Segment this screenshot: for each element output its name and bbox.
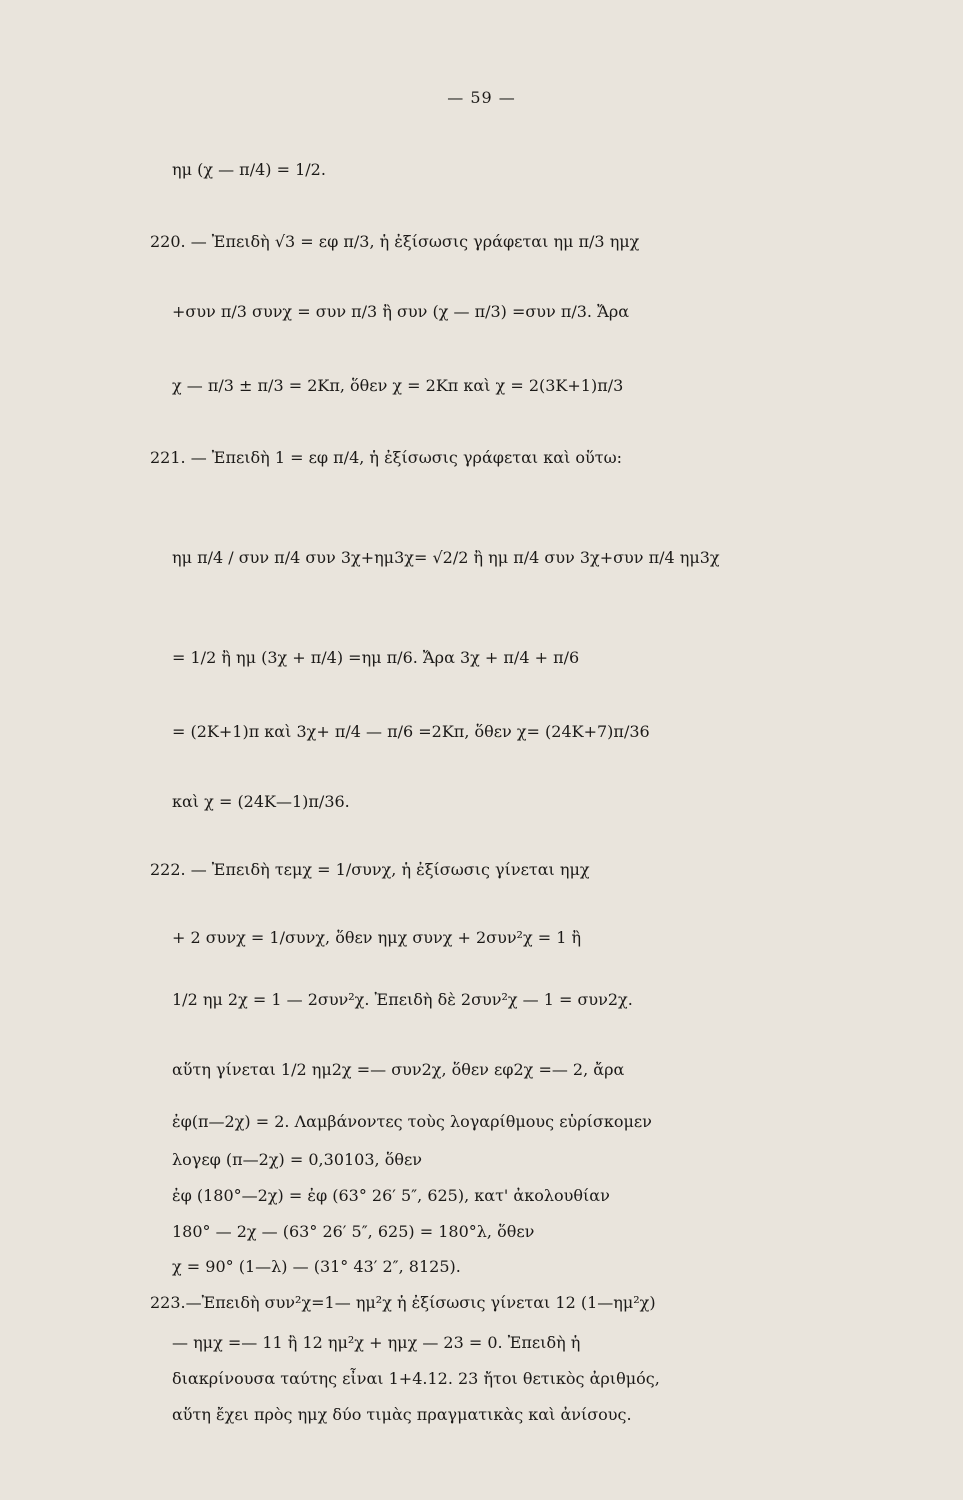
text-line: λογεφ (π—2χ) = 0,30103, ὅθεν — [172, 1150, 422, 1169]
text-line: — ημχ =— 11 ἢ 12 ημ²χ + ημχ — 23 = 0. Ἐπειδὴ ἡ — [172, 1333, 581, 1352]
text-line: ἐφ(π—2χ) = 2. Λαμβάνοντες τοὺς λογαρίθμους εὑρίσκομεν — [172, 1112, 652, 1131]
text-line: = (2Κ+1)π καὶ 3χ+ π/4 — π/6 =2Κπ, ὅθεν χ= (24Κ+7)π/36 — [172, 722, 650, 741]
text-line: χ — π/3 ± π/3 = 2Κπ, ὅθεν χ = 2Κπ καὶ χ = 2(3Κ+1)π/3 — [172, 376, 624, 395]
text-line: διακρίνουσα ταύτης εἶναι 1+4.12. 23 ἤτοι θετικὸς ἀριθμός, — [172, 1369, 660, 1388]
text-line: 1/2 ημ 2χ = 1 — 2συν²χ. Ἐπειδὴ δὲ 2συν²χ — 1 = συν2χ. — [172, 990, 633, 1009]
text-line: 221. — Ἐπειδὴ 1 = εφ π/4, ἡ ἐξίσωσις γράφεται καὶ οὕτω: — [150, 448, 623, 467]
text-line: = 1/2 ἢ ημ (3χ + π/4) =ημ π/6. Ἄρα 3χ + π/4 + π/6 — [172, 648, 580, 667]
text-line: 222. — Ἐπειδὴ τεμχ = 1/συνχ, ἡ ἐξίσωσις γίνεται ημχ — [150, 860, 590, 879]
text-line: αὕτη γίνεται 1/2 ημ2χ =— συν2χ, ὅθεν εφ2χ =— 2, ἄρα — [172, 1060, 625, 1079]
text-line: χ = 90° (1—λ) — (31° 43′ 2″, 8125). — [172, 1257, 461, 1276]
text-line: 220. — Ἐπειδὴ √3 = εφ π/3, ἡ ἐξίσωσις γράφεται ημ π/3 ημχ — [150, 232, 640, 251]
text-line: 223.—Ἐπειδὴ συν²χ=1— ημ²χ ἡ ἐξίσωσις γίνεται 12 (1—ημ²χ) — [150, 1293, 656, 1312]
text-line: καὶ χ = (24Κ—1)π/36. — [172, 792, 350, 811]
text-line: 180° — 2χ — (63° 26′ 5″, 625) = 180°λ, ὅθεν — [172, 1222, 535, 1241]
text-line: ημ π/4 / συν π/4 συν 3χ+ημ3χ= √2/2 ἢ ημ π/4 συν 3χ+συν π/4 ημ3χ — [172, 548, 720, 567]
text-line: αὕτη ἔχει πρὸς ημχ δύο τιμὰς πραγματικὰς καὶ ἀνίσους. — [172, 1405, 632, 1424]
text-line: ημ (χ — π/4) = 1/2. — [172, 160, 326, 179]
text-line: + 2 συνχ = 1/συνχ, ὅθεν ημχ συνχ + 2συν²χ = 1 ἢ — [172, 928, 582, 947]
text-line: +συν π/3 συνχ = συν π/3 ἢ συν (χ — π/3) =συν π/3. Ἄρα — [172, 302, 630, 321]
text-line: ἐφ (180°—2χ) = ἐφ (63° 26′ 5″, 625), κατ' ἀκολουθίαν — [172, 1186, 610, 1205]
page-number: — 59 — — [447, 88, 516, 107]
